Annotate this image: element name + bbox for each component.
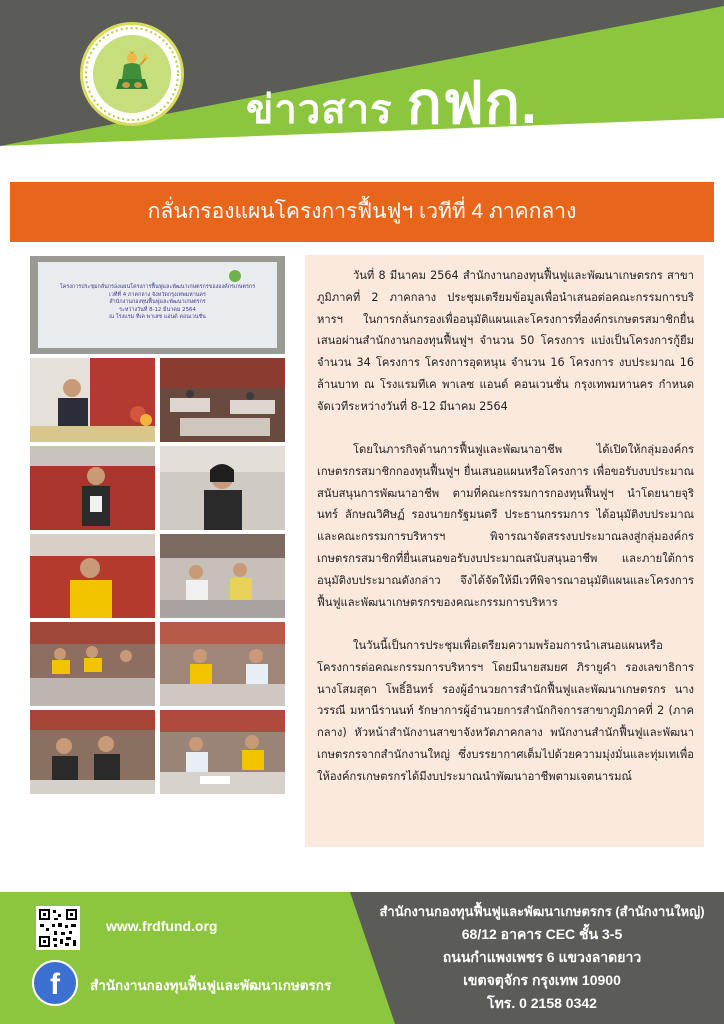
article-paragraph-1: วันที่ 8 มีนาคม 2564 สำนักงานกองทุนฟื้นฟูและพัฒนาเกษตรกร สาขาภูมิภาคที่ 2 ภาคกลาง ประชุมเตรียมข้อมูลเพื่อนำเสนอต่อคณะกรรมการบริหารฯ ในการกลั่นกรองเพื่ออนุมัติแผนและโครงการที่องค์กรเกษตรสมาชิกยื่นเสนอผ่านสำนักงานกองทุนฟื้นฟูฯ จำนวน 50 โครงการ แบ่งเป็นโครงการกู้ยืมจำนวน 34 โครงการ โครงการอุดหนุน จำนวน 16 โครงการ งบประมาณ 16 ล้านบาท ณ โรงแรมทีเค พาเลซ แอนด์ คอนเวนชั่น กรุงเทพมหานคร กำหนดจัดเวทีระหว่างวันที่ 8-12 มีนาคม 2564 <box>317 269 694 413</box>
photo-group-discussion <box>160 622 285 706</box>
photo-tables-yellow <box>30 622 155 706</box>
qr-code-icon[interactable] <box>36 906 80 950</box>
projection-line: สำนักงานกองทุนฟื้นฟูและพัฒนาเกษตรกร <box>109 299 206 306</box>
headline-banner <box>10 182 714 242</box>
photo-projection-screen <box>30 256 285 354</box>
projection-line: ณ โรงแรม ทีเค พาเลซ แอนด์ คอนเวนชั่น <box>109 314 206 321</box>
office-address <box>360 900 724 1015</box>
brand-abbreviation: กฟก. <box>406 71 539 136</box>
address-line: 68/12 อาคาร CEC ชั้น 3-5 <box>461 926 623 942</box>
header <box>0 0 724 168</box>
photo-woman-microphone <box>160 446 285 530</box>
address-line: เขตจตุจักร กรุงเทพ 10900 <box>463 972 621 988</box>
photo-meeting-room <box>160 358 285 442</box>
article-paragraph-3: ในวันนี้เป็นการประชุมเพื่อเตรียมความพร้อมการนำเสนอแผนหรือโครงการต่อคณะกรรมการบริหารฯ โดยมีนายสมยศ ภิรายูคำ รองเลขาธิการ นางโสมสุดา โพธิ์อินทร์ รองผู้อำนวยการสำนักฟื้นฟูและพัฒนาเกษตรกร นางวรรณี มหานีรานนท์ รักษาการผู้อำนวยการสำนักกิจการสาขาภูมิภาคที่ 2 (ภาคกลาง) หัวหน้าสำนักงานสาขาจังหวัดภาคกลาง พนักงานสำนักฟื้นฟูและพัฒนาเกษตรกรจากสำนักงานใหญ่ ซึ่งบรรยากาศเต็มไปด้วยความมุ่งมั่นและทุ่มเทเพื่อให้องค์กรเกษตรกรได้มีงบประมาณนำพัฒนาอาชีพตามเจตนารมณ์ <box>317 639 694 783</box>
photo-woman-speaking <box>30 446 155 530</box>
logo-emblem <box>93 35 171 113</box>
headline-text: กลั่นกรองแผนโครงการฟื้นฟูฯ เวทีที่ 4 ภาคกลาง <box>147 200 577 223</box>
photo-speaker-podium <box>30 358 155 442</box>
projection-line: โครงการประชุมกลั่นกรองแผนโครงการฟื้นฟูและพัฒนาเกษตรกรขององค์กรเกษตรกร <box>59 284 256 290</box>
newsletter-title-text: ข่าวสาร <box>246 88 393 132</box>
frdfund-logo <box>80 22 184 126</box>
projection-line: เวทีที่ 4 ภาคกลาง จังหวัดกรุงเทพมหานคร <box>109 291 206 298</box>
article-body <box>305 255 704 847</box>
photo-man-yellow-shirt <box>30 534 155 618</box>
address-line: ถนนกำแพงเพชร 6 แขวงลาดยาว <box>442 949 642 965</box>
address-office-name: สำนักงานกองทุนฟื้นฟูและพัฒนาเกษตรกร (สำนักงานใหญ่) <box>379 904 705 919</box>
address-phone: โทร. 0 2158 0342 <box>487 995 597 1011</box>
goddess-figure-icon <box>115 51 149 95</box>
article-paragraph-2: โดยในภารกิจด้านการฟื้นฟูและพัฒนาอาชีพ ได้เปิดให้กลุ่มองค์กรเกษตรกรสมาชิกกองทุนฟื้นฟูฯ ยื่นเสนอแผนหรือโครงการ เพื่อขอรับงบประมาณสนับสนุนการพัฒนาอาชีพ ตามที่คณะกรรมการกองทุนฟื้นฟูฯ นำโดยนายจุรินทร์ ลักษณวิศิษฏ์ รองนายกรัฐมนตรี ประธานกรรมการ ได้อนุมัติงบประมาณ และคณะกรรมการบริหารฯ พิจารณาจัดสรรงบประมาณลงสู่กลุ่มองค์กรเกษตรกรสมาชิกที่ยื่นเสนอขอรับงบประมาณสนับสนุนอาชีพ และภายใต้การอนุมัติงบประมาณดังกล่าว จึงได้จัดให้มีเวทีพิจารณาอนุมัติแผนและโครงการฟื้นฟูและพัฒนาเกษตรกรของคณะกรรมการบริหาร <box>317 443 694 609</box>
website-link[interactable]: www.frdfund.org <box>106 918 218 934</box>
newsletter-title <box>246 56 538 149</box>
photo-participants-seated <box>160 534 285 618</box>
facebook-icon[interactable]: f <box>32 960 78 1006</box>
facebook-page-name[interactable]: สำนักงานกองทุนฟื้นฟูและพัฒนาเกษตรกร <box>90 978 332 993</box>
photo-women-masks <box>30 710 155 794</box>
photo-collage <box>30 256 285 796</box>
projection-line: ระหว่างวันที่ 8-12 มีนาคม 2564 <box>119 306 196 313</box>
photo-reviewing-documents <box>160 710 285 794</box>
